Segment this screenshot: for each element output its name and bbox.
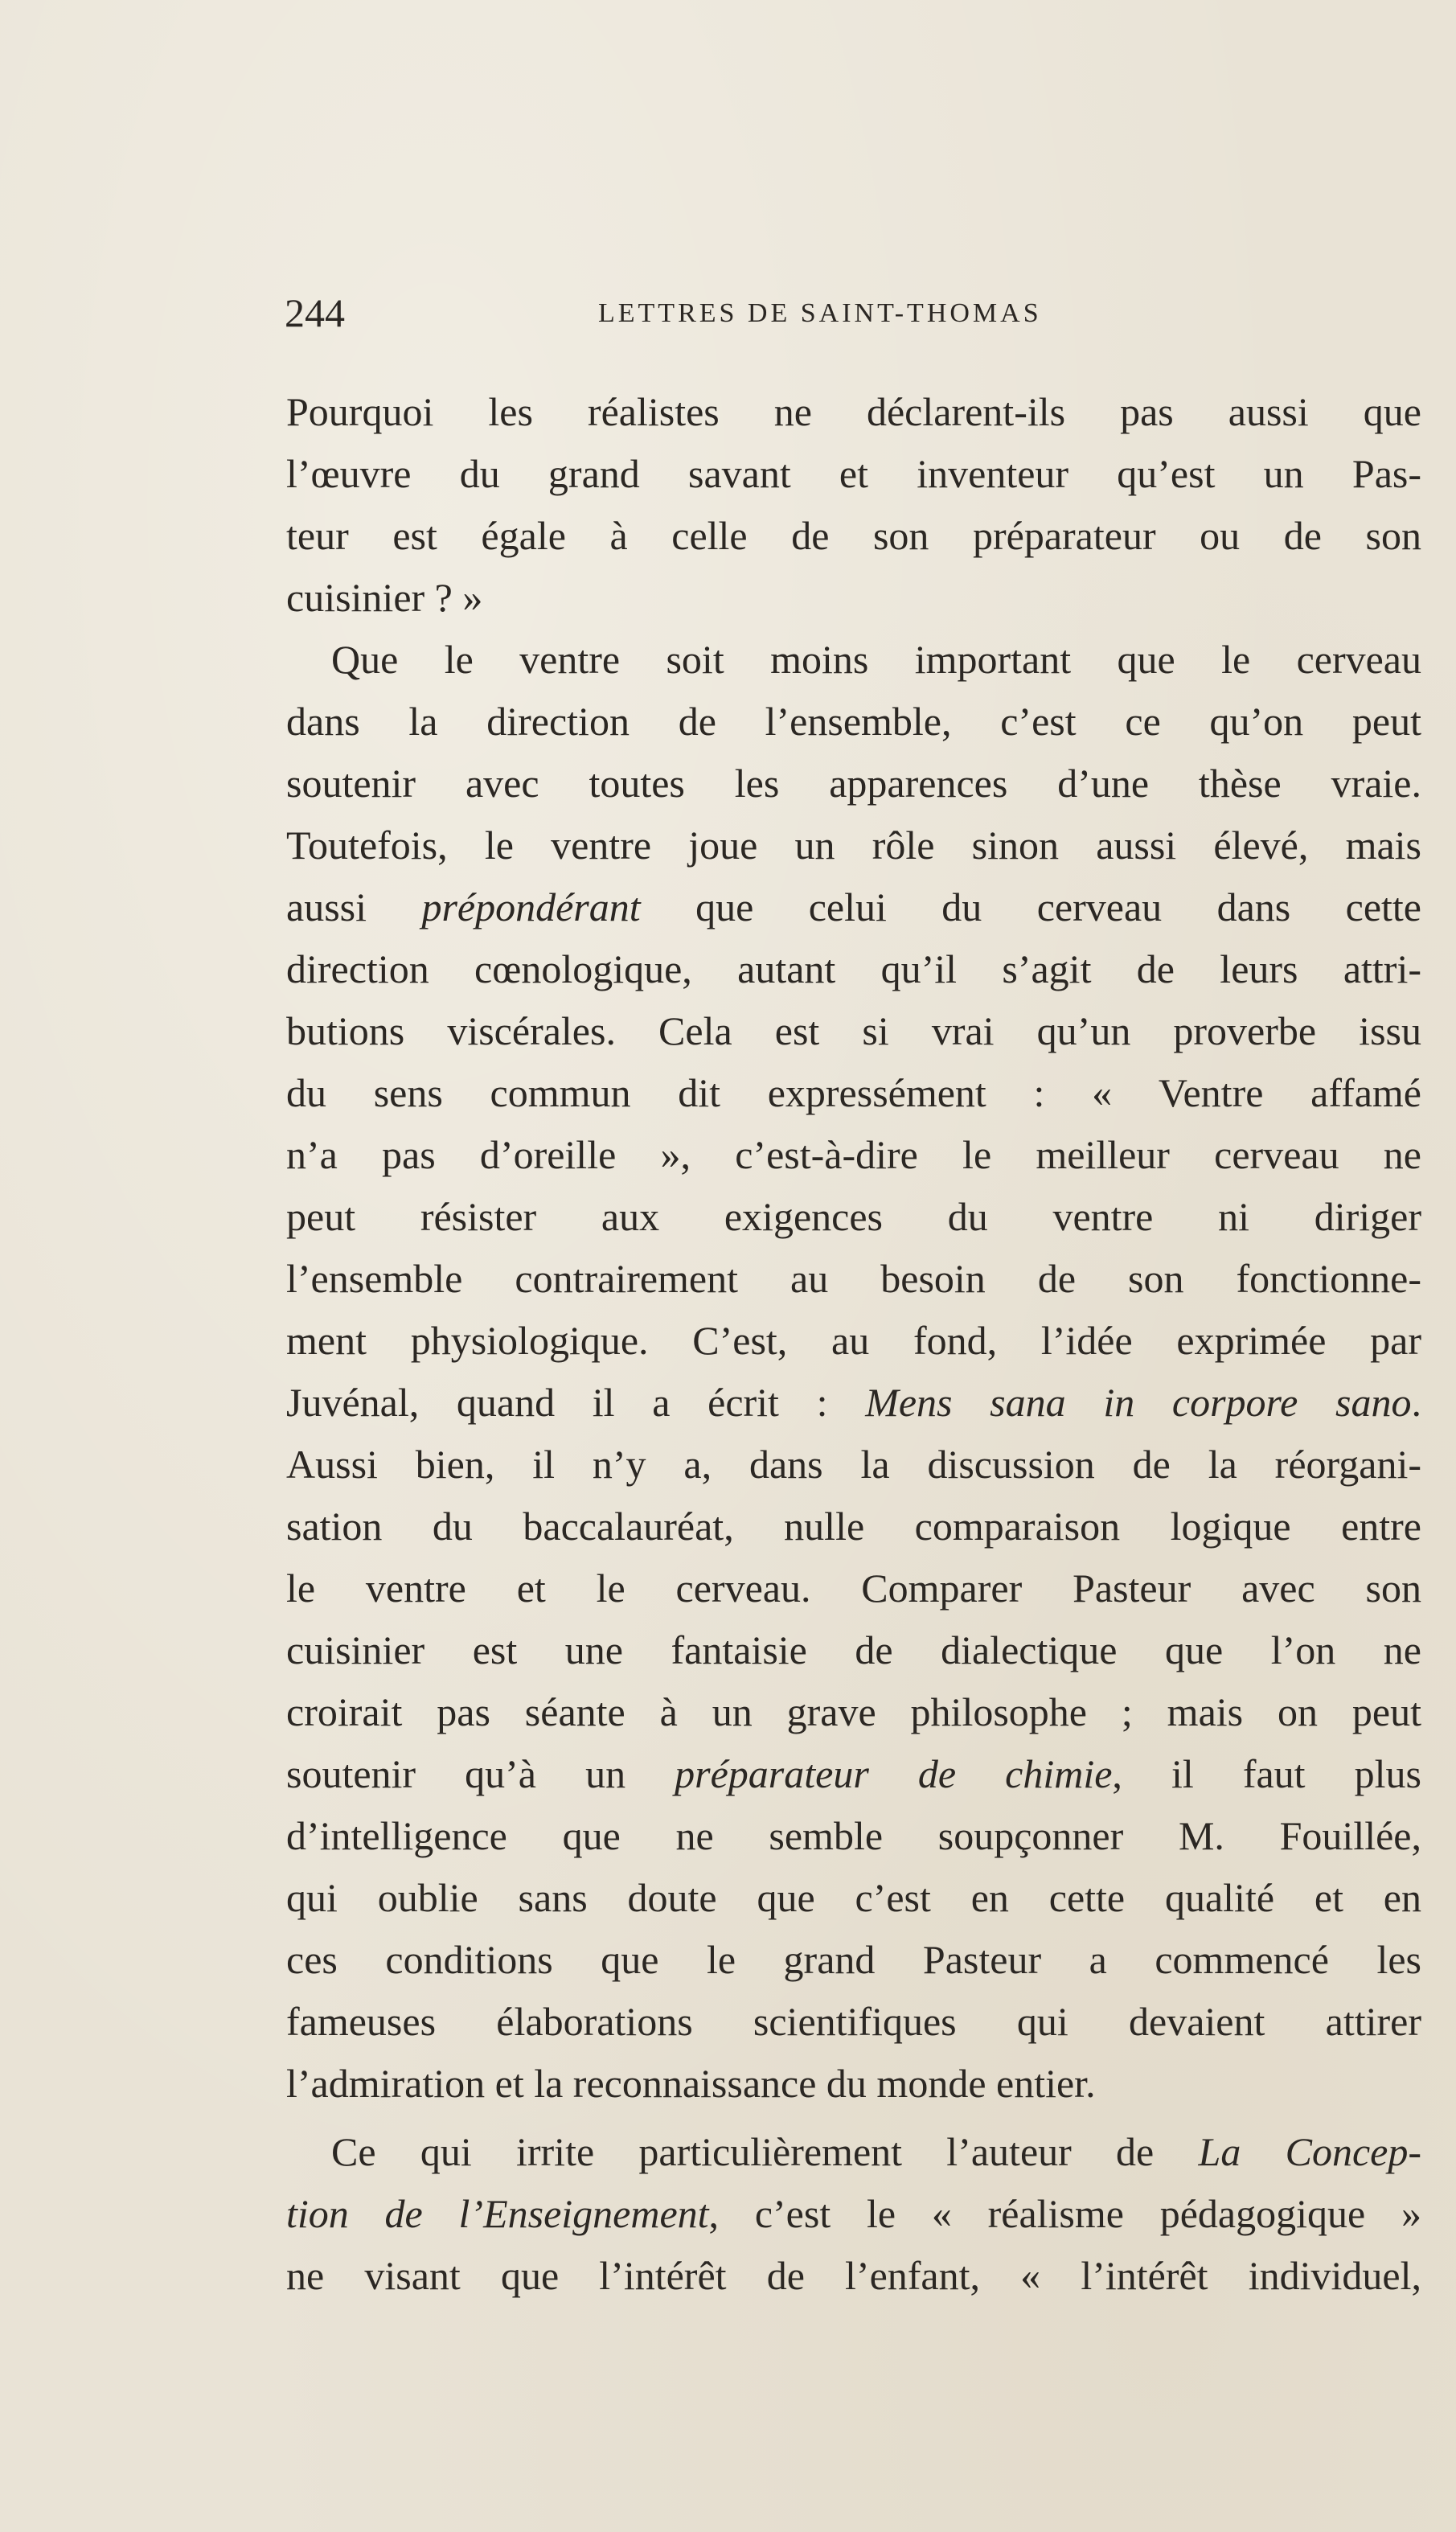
book-title: tion de l’Enseignement [286,2191,709,2236]
italic-term: préparateur de chimie [675,1751,1113,1796]
text-line-15: l’ensemble contrairement au besoin de son fonctionne- [286,1256,1421,1301]
text-line-12: du sens commun dit expressément : « Ventre affamé [286,1070,1421,1115]
text-line-28: l’admiration et la reconnaissance du monde entier. [286,2061,1096,2106]
text-segment: soutenir qu’à un [286,1751,675,1796]
text-line-11: butions viscérales. Cela est si vrai qu’un proverbe issu [286,1008,1421,1053]
text-line-14: peut résister aux exigences du ventre ni diriger [286,1194,1421,1239]
text-line-22: croirait pas séante à un grave philosophe ; mais on peut [286,1689,1421,1734]
latin-quote: Mens sana in corpore sano [865,1380,1412,1425]
text-line-24: d’intelligence que ne semble soupçonner M. Fouillée, [286,1813,1421,1858]
text-line-27: fameuses élaborations scientifiques qui devaient attirer [286,1999,1421,2044]
text-segment: , c’est le « réalisme pédagogique » [708,2191,1421,2236]
text-line-16: ment physiologique. C’est, au fond, l’idée exprimée par [286,1318,1421,1363]
text-segment: . [1411,1380,1421,1425]
text-line-29 [286,2121,1421,2183]
text-line-1: Pourquoi les réalistes ne déclarent-ils pas aussi que [286,389,1421,434]
body-text [286,381,1421,2307]
text-segment: , il faut plus [1112,1751,1421,1796]
page-header [285,285,1426,341]
text-line-21: cuisinier est une fantaisie de dialectique que l’on ne [286,1627,1421,1672]
text-line-25: qui oublie sans doute que c’est en cette qualité et en [286,1875,1421,1920]
text-line-17 [286,1372,1421,1434]
text-segment: Ce qui irrite particulièrement l’auteur de [331,2129,1199,2174]
text-segment: aussi [286,884,422,929]
text-line-23 [286,1743,1421,1805]
text-line-8: Toutefois, le ventre joue un rôle sinon aussi élevé, mais [286,823,1421,868]
text-line-4: cuisinier ? » [286,575,483,620]
page-number: 244 [285,290,345,335]
text-line-19: sation du baccalauréat, nulle comparaison logique entre [286,1504,1421,1549]
text-line-31: ne visant que l’intérêt de l’enfant, « l’intérêt individuel, [286,2253,1421,2298]
text-line-30 [286,2183,1421,2245]
text-line-20: le ventre et le cerveau. Comparer Pasteur avec son [286,1566,1421,1611]
running-head: LETTRES DE SAINT-THOMAS [598,298,1042,328]
text-line-7: soutenir avec toutes les apparences d’une thèse vraie. [286,761,1421,806]
text-line-10: direction cœnologique, autant qu’il s’agit de leurs attri- [286,946,1421,991]
text-line-5: Que le ventre soit moins important que le cerveau [331,637,1421,682]
text-line-3: teur est égale à celle de son préparateur ou de son [286,513,1421,558]
text-line-2: l’œuvre du grand savant et inventeur qu’est un Pas- [286,451,1421,496]
text-segment: que celui du cerveau dans cette [640,884,1422,929]
text-line-6: dans la direction de l’ensemble, c’est ce qu’on peut [286,699,1421,744]
text-line-26: ces conditions que le grand Pasteur a commencé les [286,1937,1421,1982]
text-line-9 [286,876,1421,938]
book-title: La Concep- [1198,2129,1421,2174]
text-segment: Juvénal, quand il a écrit : [286,1380,866,1425]
italic-term: prépondérant [421,884,641,929]
text-line-18: Aussi bien, il n’y a, dans la discussion de la réorgani- [286,1442,1421,1487]
text-line-13: n’a pas d’oreille », c’est-à-dire le meilleur cerveau ne [286,1132,1421,1177]
